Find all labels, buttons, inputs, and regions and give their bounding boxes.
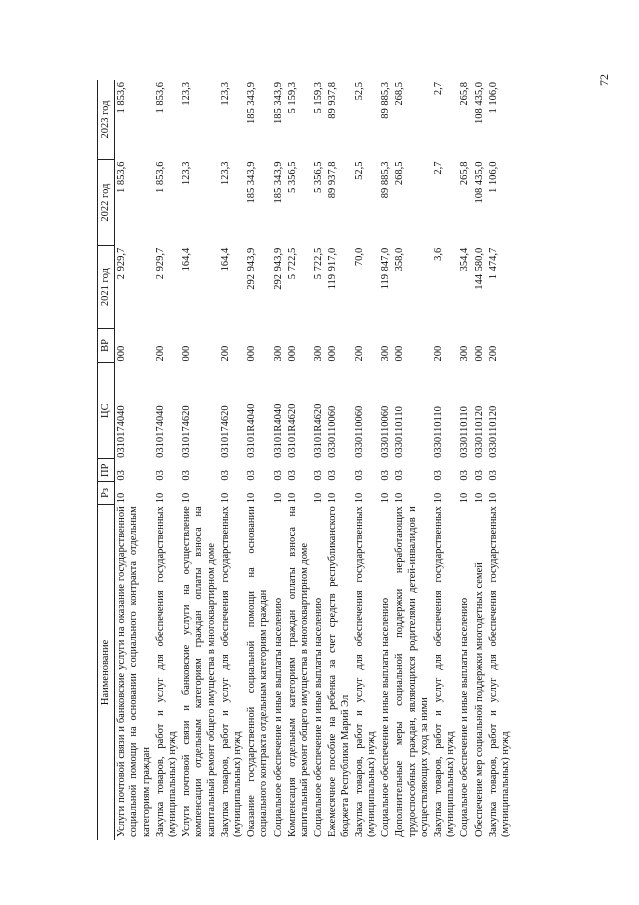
cell-vr: 200 [219,345,231,362]
cell-y2022: 5 356,5 [286,161,298,193]
header-2021: 2021 год [98,246,115,329]
cell-name: Закупка товаров, работ и услуг для обеспечения государственных (муниципальных) нужд [154,506,179,837]
cell-y2023: 1 106,0 [487,82,499,114]
table-row [286,80,312,840]
cell-vr: 000 [327,345,339,362]
cell-name: Закупка товаров, работ и услуг для обеспечения государственных (муниципальных) нужд [353,506,378,837]
cell-y2021: 1 474,7 [487,247,499,280]
cell-vr: 300 [272,345,284,362]
cell-y2023: 89 885,3 [380,82,392,119]
cell-cs: 0330110120 [473,405,485,458]
cell-y2022: 268,5 [394,161,406,186]
cell-pr: 03 [116,470,128,481]
cell-rz: 10 [313,492,325,504]
table-row [272,80,286,840]
cell-y2022: 185 343,9 [246,161,258,204]
cell-name: Оказание государственной социальной помощи на основании социального контракта отдельным категориям граждан [246,506,270,837]
cell-y2021: 119 847,0 [380,247,392,290]
cell-name: Услуги почтовой связи и банковские услуги на осуществление компенсации отдельным категориям граждан оплаты взноса на капитальный ремонт общего имущества в многоквартирном доме [181,506,217,837]
cell-name: Обеспечение мер социальной поддержки многодетных семей [473,562,485,837]
cell-y2023: 123,3 [219,82,231,106]
table-row [379,80,393,840]
cell-rz: 10 [487,492,499,504]
table-row [326,80,352,840]
cell-pr: 03 [353,470,365,481]
cell-y2023: 89 937,8 [327,82,339,119]
cell-y2021: 3,6 [433,247,445,261]
cell-pr: 03 [459,470,471,481]
cell-pr: 03 [272,470,284,481]
table-row [432,80,458,840]
cell-y2021: 70,0 [353,247,365,267]
cell-y2022: 123,3 [181,161,193,186]
cell-y2021: 354,4 [459,247,471,272]
cell-y2022: 108 435,0 [473,161,485,204]
table-row [154,80,180,840]
cell-y2023: 268,5 [394,82,406,106]
cell-cs: 0310174040 [154,405,166,458]
cell-vr: 000 [473,345,485,362]
cell-cs: 03101R4620 [313,403,325,458]
cell-rz: 10 [219,492,231,504]
cell-vr: 000 [394,345,406,362]
cell-rz: 10 [286,492,298,504]
cell-pr: 03 [487,470,499,481]
budget-table-rotated [97,80,577,840]
cell-vr: 000 [286,345,298,362]
cell-cs: 0330110060 [327,405,339,458]
table-row [473,80,487,840]
cell-y2021: 2 929,7 [154,247,166,280]
cell-name: Компенсация отдельным категориям граждан оплаты взноса на капитальный ремонт общего имущества в многоквартирном доме [286,506,311,837]
cell-pr: 03 [327,470,339,481]
cell-y2021: 292 943,9 [246,247,258,290]
header-rz: Рз [98,482,115,505]
cell-vr: 300 [313,345,325,362]
cell-vr: 200 [154,345,166,362]
cell-vr: 000 [246,345,258,362]
cell-cs: 0330110110 [394,406,406,458]
cell-y2021: 5 722,5 [313,247,325,280]
cell-cs: 03101R4040 [272,403,284,458]
cell-y2021: 5 722,5 [286,247,298,280]
cell-vr: 200 [433,345,445,362]
cell-pr: 03 [433,470,445,481]
cell-rz: 10 [394,492,406,504]
cell-y2023: 123,3 [181,82,193,106]
cell-y2022: 1 853,6 [116,161,128,193]
cell-cs: 0310174620 [219,405,231,458]
cell-name: Закупка товаров, работ и услуг для обеспечения государственных (муниципальных) нужд [219,506,244,837]
cell-name: Социальное обеспечение и иные выплаты населению [272,597,284,837]
cell-rz: 10 [433,492,445,504]
cell-rz: 10 [246,492,258,504]
cell-y2022: 185 343,9 [272,161,284,204]
header-2023: 2023 год [98,80,115,159]
cell-y2021: 292 943,9 [272,247,284,290]
cell-pr: 03 [380,470,392,481]
cell-y2023: 5 159,3 [286,82,298,114]
cell-cs: 0310174040 [116,405,128,458]
header-cs: ЦС [98,363,115,459]
cell-y2023: 5 159,3 [313,82,325,114]
budget-table [97,80,513,840]
cell-pr: 03 [394,470,406,481]
cell-y2021: 164,4 [219,247,231,272]
table-row [180,80,219,840]
cell-y2021: 119 917,0 [327,247,339,290]
cell-y2022: 1 853,6 [154,161,166,193]
cell-name: Социальное обеспечение и иные выплаты населению [380,597,392,837]
cell-cs: 0330110110 [459,406,471,458]
cell-name: Закупка товаров, работ и услуг для обеспечения государственных (муниципальных) нужд [487,506,512,837]
cell-y2021: 164,4 [181,247,193,272]
cell-y2023: 185 343,9 [246,82,258,124]
cell-y2023: 52,5 [353,82,365,101]
table-row [312,80,326,840]
cell-y2022: 2,7 [433,161,445,175]
cell-y2023: 1 853,6 [154,82,166,114]
cell-rz: 10 [181,492,193,504]
page-number: 72 [597,74,611,86]
cell-pr: 03 [219,470,231,481]
table-row [458,80,472,840]
table-body [115,80,514,840]
cell-y2023: 2,7 [433,82,445,96]
cell-rz: 10 [380,492,392,504]
cell-name: Социальное обеспечение и иные выплаты населению [459,597,471,837]
cell-rz: 10 [116,492,128,504]
cell-vr: 000 [116,345,128,362]
table-row [353,80,379,840]
cell-vr: 000 [181,345,193,362]
cell-vr: 200 [353,345,365,362]
cell-cs: 0330110060 [380,405,392,458]
cell-pr: 03 [181,470,193,481]
cell-y2022: 1 106,0 [487,161,499,193]
cell-cs: 0330110110 [433,406,445,458]
cell-y2022: 89 937,8 [327,161,339,199]
cell-vr: 300 [459,345,471,362]
cell-y2023: 1 853,6 [116,82,128,114]
cell-vr: 200 [487,345,499,362]
cell-rz: 10 [353,492,365,504]
cell-y2021: 2 929,7 [116,247,128,280]
cell-vr: 300 [380,345,392,362]
cell-name: Услуги почтовой связи и банковские услуги на оказание государственной социальной помощи на основании социального контракта отдельным категориям граждан [116,506,152,837]
cell-rz: 10 [154,492,166,504]
table-header [98,80,115,840]
cell-rz: 10 [327,492,339,504]
cell-name: Ежемесячное пособие на ребенка за счет средств республиканского бюджета Республики Марий Эл [327,506,351,837]
table-row [393,80,432,840]
cell-rz: 10 [473,492,485,504]
cell-pr: 03 [473,470,485,481]
cell-rz: 10 [272,492,284,504]
cell-y2023: 108 435,0 [473,82,485,124]
table-row [219,80,245,840]
cell-y2023: 185 343,9 [272,82,284,124]
cell-pr: 03 [154,470,166,481]
cell-y2022: 123,3 [219,161,231,186]
cell-name: Дополнительные меры социальной поддержки неработающих трудоспособных граждан, являющихся родителями детей-инвалидов и осуществляющих уход за ними [394,506,430,837]
cell-name: Социальное обеспечение и иные выплаты населению [313,597,325,837]
cell-y2022: 52,5 [353,161,365,180]
cell-y2023: 265,8 [459,82,471,106]
cell-cs: 03101R4620 [286,403,298,458]
cell-cs: 0310174620 [181,405,193,458]
cell-cs: 03101R4040 [246,403,258,458]
cell-y2022: 89 885,3 [380,161,392,199]
table-row [115,80,154,840]
table-row [245,80,271,840]
cell-y2021: 358,0 [394,247,406,272]
header-pr: ПР [98,459,115,482]
cell-pr: 03 [313,470,325,481]
table-row [487,80,513,840]
cell-y2021: 144 580,0 [473,247,485,290]
cell-name: Закупка товаров, работ и услуг для обеспечения государственных (муниципальных) нужд [433,506,457,837]
cell-pr: 03 [246,470,258,481]
cell-cs: 0330110060 [353,405,365,458]
cell-y2022: 5 356,5 [313,161,325,193]
header-name: Наименование [98,504,115,840]
cell-pr: 03 [286,470,298,481]
header-2022: 2022 год [98,159,115,245]
header-vr: ВР [98,328,115,362]
cell-y2022: 265,8 [459,161,471,186]
cell-cs: 0330110120 [487,405,499,458]
cell-rz: 10 [459,492,471,504]
